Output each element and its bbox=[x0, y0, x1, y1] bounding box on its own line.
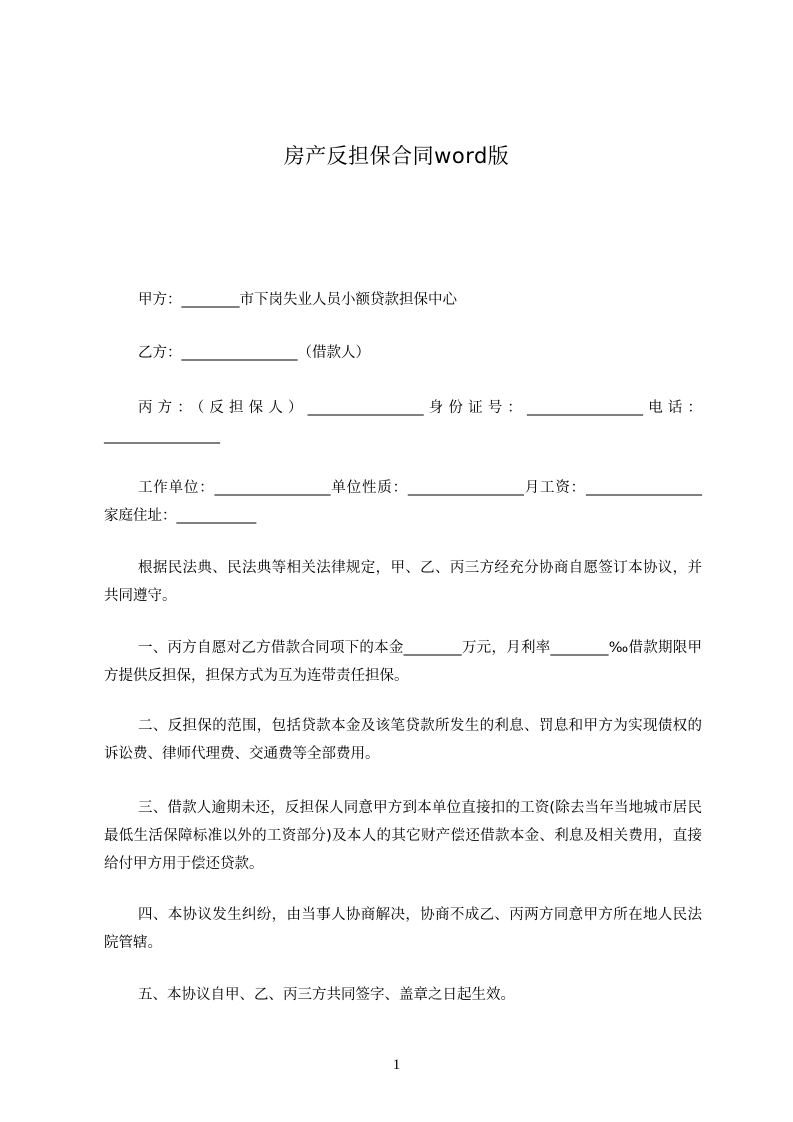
clause-2-paragraph: 二、反担保的范围，包括贷款本金及该笔贷款所发生的利息、罚息和甲方为实现债权的诉讼费、律师代理费、交通费等全部费用。 bbox=[104, 718, 702, 762]
party-b-line: 乙方：________________（借款人） bbox=[138, 345, 370, 361]
clause-3-paragraph: 三、借款人逾期未还，反担保人同意甲方到本单位直接扣的工资(除去当年当地城市居民最低生活保障标准以外的工资部分)及本人的其它财产偿还借款本金、利息及相关费用，直接给付甲方用于偿还贷款。 bbox=[104, 800, 702, 872]
page-number: 1 bbox=[392, 1057, 401, 1073]
party-a-line: 甲方：________市下岗失业人员小额贷款担保中心 bbox=[138, 292, 457, 308]
clause-4-paragraph: 四、本协议发生纠纷，由当事人协商解决，协商不成乙、丙两方同意甲方所在地人民法院管辖。 bbox=[104, 907, 702, 951]
clause-5-paragraph: 五、本协议自甲、乙、丙三方共同签字、盖章之日起生效。 bbox=[138, 987, 515, 1003]
preamble-paragraph: 根据民法典、民法典等相关法律规定，甲、乙、丙三方经充分协商自愿签订本协议，并共同遵守。 bbox=[104, 560, 702, 604]
employer-info-line: 工作单位：________________单位性质：________________月工资：________________家庭住址：___________ bbox=[104, 480, 702, 524]
document-title: 房产反担保合同word版 bbox=[283, 144, 510, 168]
clause-1-paragraph: 一、丙方自愿对乙方借款合同项下的本金________万元，月利率________‰借款期限甲方提供反担保，担保方式为互为连带责任担保。 bbox=[104, 640, 702, 684]
party-c-line: 丙方：（反担保人）________________身份证号：________________电话：________________ bbox=[104, 400, 702, 444]
